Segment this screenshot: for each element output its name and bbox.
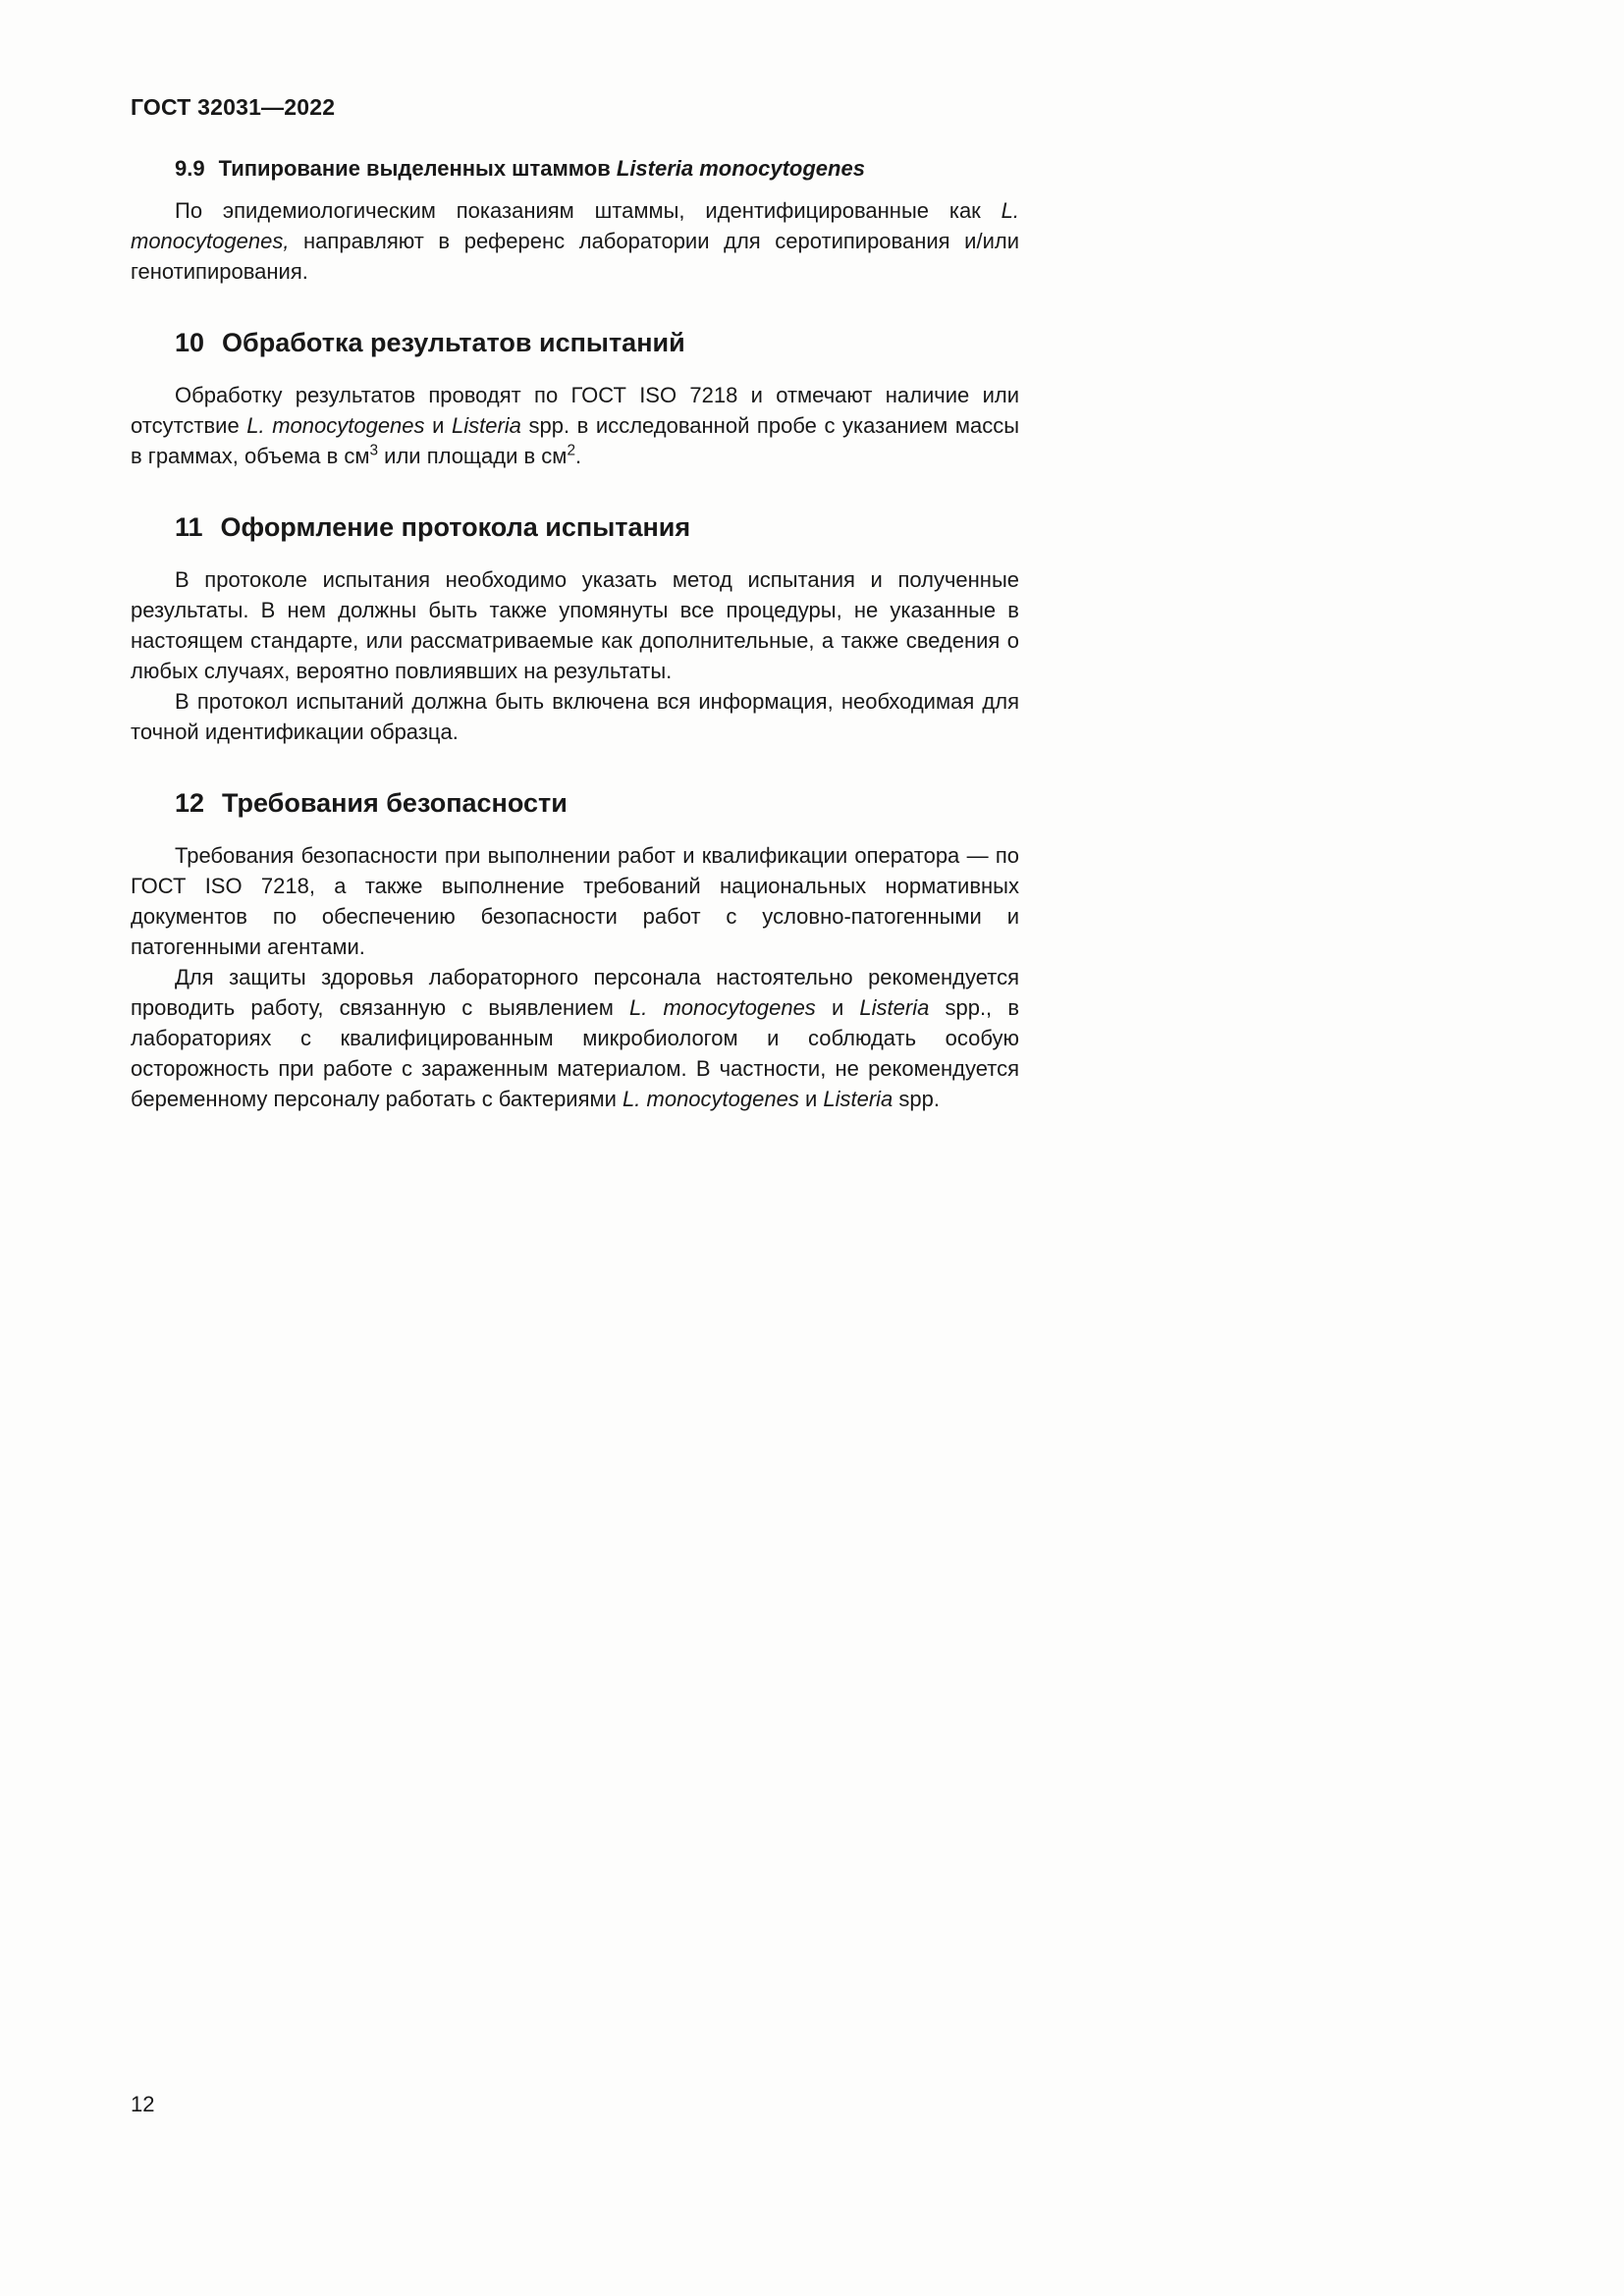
section-12-heading bbox=[131, 788, 1019, 819]
section-10-title: Обработка результатов испытаний bbox=[222, 328, 685, 357]
section-11-heading bbox=[131, 512, 1019, 543]
section-9-9-number: 9.9 bbox=[175, 156, 205, 181]
section-9-9-title: Типирование выделенных штаммов Listeria monocytogenes bbox=[218, 156, 865, 181]
page-number: 12 bbox=[131, 2092, 155, 2116]
section-11-number: 11 bbox=[175, 512, 203, 542]
section-10-heading bbox=[131, 328, 1019, 358]
section-11-paragraph-2: В протокол испытаний должна быть включена вся информация, необходимая для точной идентификации образца. bbox=[131, 689, 1019, 744]
section-12-title: Требования безопасности bbox=[222, 788, 568, 818]
section-12-paragraph-2: Для защиты здоровья лабораторного персонала настоятельно рекомендуется проводить работу, связанную с выявлением L. monocytogenes и Listeria spp., в лабораториях с квалифицированным микробиологом и соблюдать особую осторожность при работе с зараженным материалом. В частности, не рекомендуется беременному персоналу работать с бактериями L. monocytogenes и Listeria spp. bbox=[131, 965, 1020, 1111]
section-12-paragraph-1: Требования безопасности при выполнении работ и квалификации оператора — по ГОСТ ISO 7218, а также выполнение требований национальных нормативных документов по обеспечению безопасности работ с условно-патогенными и патогенными агентами. bbox=[131, 843, 1019, 959]
section-10-paragraph: Обработку результатов проводят по ГОСТ ISO 7218 и отмечают наличие или отсутствие L. monocytogenes и Listeria spp. в исследованной пробе с указанием массы в граммах, объема в $см^3$ или площади в $см^2$. bbox=[131, 383, 1020, 468]
section-9-9-heading bbox=[131, 156, 1019, 182]
section-12-number: 12 bbox=[175, 788, 205, 818]
doc-number-header: ГОСТ 32031—2022 bbox=[131, 94, 336, 120]
section-10-number: 10 bbox=[175, 328, 205, 357]
page-content bbox=[131, 94, 1019, 1114]
section-11-paragraph-1: В протоколе испытания необходимо указать метод испытания и полученные результаты. В нем должны быть также упомянуты все процедуры, не указанные в настоящем стандарте, или рассматриваемые как дополнительные, а также сведения о любых случаях, вероятно повлиявших на результаты. bbox=[131, 567, 1019, 683]
section-11-title: Оформление протокола испытания bbox=[220, 512, 691, 542]
section-9-9-paragraph: По эпидемиологическим показаниям штаммы, идентифицированные как L. monocytogenes, направляют в референс лаборатории для серотипирования и/или генотипирования. bbox=[131, 198, 1019, 284]
